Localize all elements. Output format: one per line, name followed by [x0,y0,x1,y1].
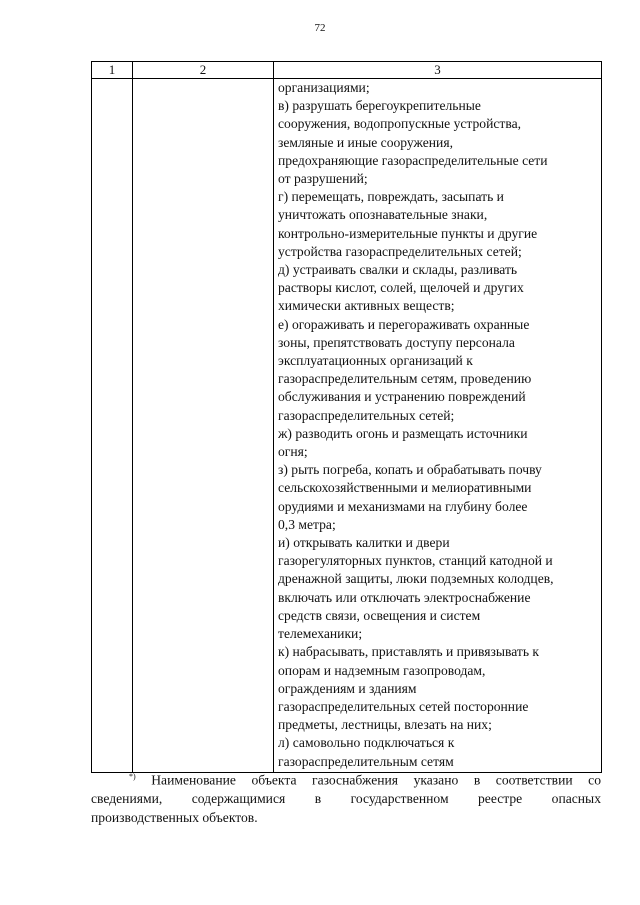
text-line: опорам и надземным газопроводам, [278,662,486,678]
text-line: ж) разводить огонь и размещать источники [278,425,528,441]
footnote-text-1: Наименование объекта газоснабжения указано в соответствии со [151,772,601,788]
text-line: контрольно-измерительные пункты и другие [278,225,538,241]
column-1-cell [92,79,133,773]
column-header-1: 1 [92,62,133,79]
text-line: ограждениям и зданиям [278,680,417,696]
text-line: предохраняющие газораспределительные сети [278,152,548,168]
text-line: 0,3 метра; [278,516,336,532]
text-line: устройства газораспределительных сетей; [278,243,522,259]
text-line: средств связи, освещения и систем [278,607,481,623]
text-line: газораспределительных сетей; [278,407,455,423]
table-header-row [92,62,602,79]
column-2-cell [133,79,274,773]
text-line: эксплуатационных организаций к [278,353,473,369]
footnote-line-2: сведениями, содержащимися в государственном реестре опасных [91,791,601,807]
text-line: сельскохозяйственными и мелиоративными [278,480,532,496]
text-line: л) самовольно подключаться к [278,735,455,751]
text-line: растворы кислот, солей, щелочей и других [278,280,524,296]
text-line: сооружения, водопропускные устройства, [278,116,522,132]
text-line: от разрушений; [278,171,368,187]
footnote-line-1 [91,768,601,790]
text-line: и) открывать калитки и двери [278,535,450,551]
text-line: газорегуляторных пунктов, станций катодной и [278,553,553,569]
text-line: включать или отключать электроснабжение [278,589,531,605]
footnote-line-3: производственных объектов. [91,809,258,825]
text-line: е) огораживать и перегораживать охранные [278,316,530,332]
text-line: газораспределительным сетям [278,753,454,769]
text-line: предметы, лестницы, влезать на них; [278,717,492,733]
text-line: в) разрушать берегоукрепительные [278,98,481,114]
text-line: д) устраивать свалки и склады, разливать [278,262,518,278]
text-line: орудиями и механизмами на глубину более [278,498,528,514]
text-line: зоны, препятствовать доступу персонала [278,334,515,350]
text-line: земляные и иные сооружения, [278,134,453,150]
column-3-cell [274,79,602,773]
text-line: уничтожать опознавательные знаки, [278,207,488,223]
text-line: з) рыть погреба, копать и обрабатывать почву [278,462,542,478]
text-line: газораспределительным сетям, проведению [278,371,532,387]
text-line: дренажной защиты, люки подземных колодцев, [278,571,554,587]
text-line: химически активных веществ; [278,298,455,314]
text-line: к) набрасывать, приставлять и привязывать к [278,644,540,660]
text-line: г) перемещать, повреждать, засыпать и [278,189,504,205]
text-line: телемеханики; [278,626,363,642]
column-header-2: 2 [133,62,274,79]
table-row [92,79,602,773]
text-line: организациями; [278,80,370,95]
column-3-text [274,79,601,772]
page-number: 72 [314,22,326,34]
text-line: газораспределительных сетей посторонние [278,698,529,714]
text-line: обслуживания и устранению повреждений [278,389,526,405]
document-table [91,61,602,773]
footnote-mark: *) [129,772,136,781]
text-line: огня; [278,444,308,460]
footnote [91,768,601,827]
column-header-3: 3 [274,62,602,79]
